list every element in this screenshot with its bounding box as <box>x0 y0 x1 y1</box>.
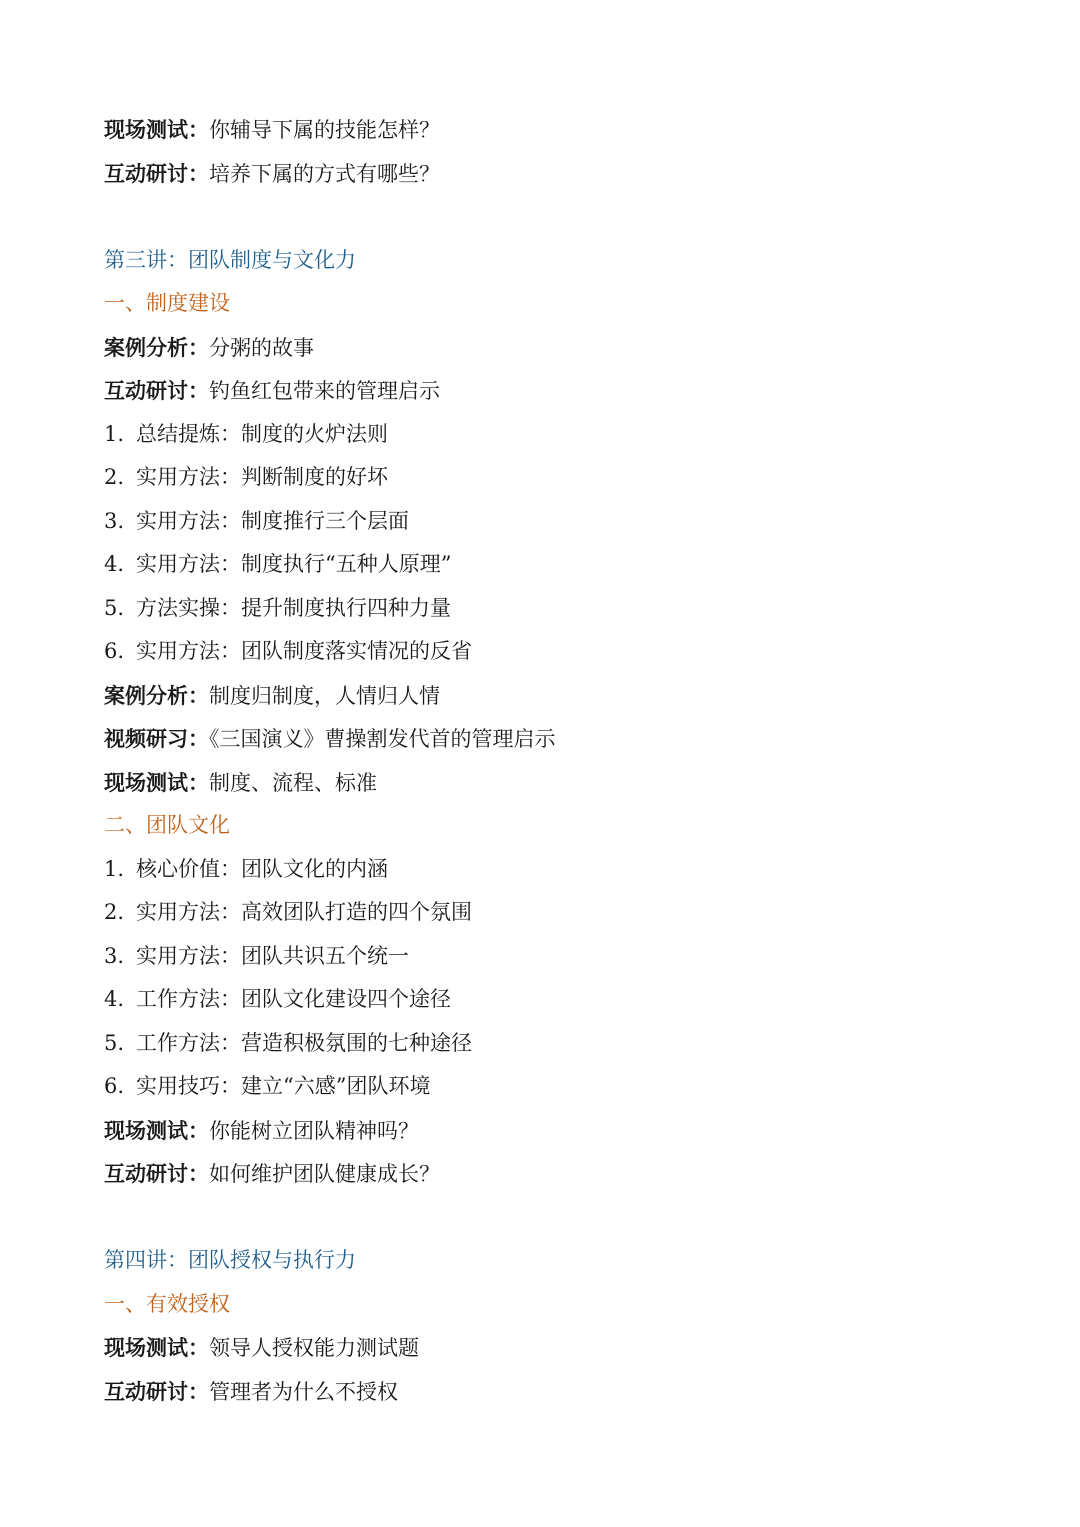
item-text: 实用方法：团队共识五个统一 <box>136 943 409 968</box>
item-label: 案例分析： <box>104 682 209 708</box>
item-label: 互动研讨： <box>104 1161 209 1186</box>
labeled-item <box>104 369 1004 413</box>
item-number: 4. <box>104 552 125 576</box>
item-number: 2. <box>104 465 125 489</box>
item-label: 互动研讨： <box>104 160 209 186</box>
item-number: 3. <box>104 508 125 533</box>
item-label: 现场测试： <box>104 1117 209 1143</box>
item-number: 6. <box>104 639 125 663</box>
item-text: 你能树立团队精神吗？ <box>209 1118 419 1143</box>
item-text: 实用方法：制度推行三个层面 <box>136 508 409 533</box>
item-text: 分粥的故事 <box>209 335 314 360</box>
numbered-item <box>104 456 1004 500</box>
item-text: 制度、流程、标准 <box>209 770 377 795</box>
document-page <box>104 108 1004 1413</box>
numbered-item <box>104 1022 1004 1066</box>
item-text: 实用方法：团队制度落实情况的反省 <box>136 639 472 663</box>
item-text: 实用方法：制度执行“五种人原理” <box>136 552 452 576</box>
numbered-item <box>104 848 1004 892</box>
item-text: 领导人授权能力测试题 <box>209 1336 419 1360</box>
labeled-item <box>104 1370 1004 1414</box>
paragraph-spacer <box>104 195 1004 239</box>
item-text: 你辅导下属的技能怎样？ <box>209 118 440 142</box>
item-text: 方法实操：提升制度执行四种力量 <box>136 595 451 620</box>
numbered-item <box>104 891 1004 935</box>
item-number: 4. <box>104 987 125 1011</box>
numbered-item <box>104 500 1004 544</box>
section-heading: 二、团队文化 <box>104 813 230 837</box>
item-text: 制度归制度，人情归人情 <box>209 683 440 708</box>
numbered-item <box>104 1065 1004 1109</box>
numbered-item <box>104 935 1004 979</box>
item-text: 管理者为什么不授权 <box>209 1379 398 1404</box>
item-label: 互动研讨： <box>104 378 209 403</box>
item-number: 6. <box>104 1074 125 1098</box>
item-text: 核心价值：团队文化的内涵 <box>136 856 388 881</box>
item-number: 1. <box>104 856 125 881</box>
item-text: 钓鱼红包带来的管理启示 <box>209 379 440 403</box>
item-text: 工作方法：营造积极氛围的七种途径 <box>136 1030 472 1055</box>
item-label: 互动研讨： <box>104 1378 209 1404</box>
labeled-item <box>104 108 1004 152</box>
numbered-item <box>104 587 1004 631</box>
item-number: 3. <box>104 943 125 968</box>
item-number: 2. <box>104 900 125 924</box>
lecture-heading: 第四讲：团队授权与执行力 <box>104 1248 356 1272</box>
numbered-item <box>104 978 1004 1022</box>
lecture-heading: 第三讲：团队制度与文化力 <box>104 247 356 272</box>
section-heading: 一、制度建设 <box>104 291 230 315</box>
item-number: 1. <box>104 421 125 446</box>
labeled-item <box>104 1152 1004 1196</box>
numbered-item <box>104 543 1004 587</box>
item-text: 实用方法：高效团队打造的四个氛围 <box>136 900 472 924</box>
labeled-item <box>104 674 1004 718</box>
item-text: 如何维护团队健康成长？ <box>209 1162 440 1186</box>
item-label: 现场测试： <box>104 117 209 142</box>
labeled-item <box>104 1109 1004 1153</box>
item-text: 《三国演义》曹操割发代首的管理启示 <box>209 727 556 751</box>
item-label: 案例分析： <box>104 334 209 360</box>
item-text: 工作方法：团队文化建设四个途径 <box>136 987 451 1011</box>
item-number: 5. <box>104 595 125 620</box>
numbered-item <box>104 413 1004 457</box>
labeled-item <box>104 717 1004 761</box>
labeled-item <box>104 326 1004 370</box>
labeled-item <box>104 761 1004 805</box>
item-number: 5. <box>104 1030 125 1055</box>
labeled-item <box>104 1326 1004 1370</box>
paragraph-spacer <box>104 1196 1004 1240</box>
item-text: 实用技巧：建立“六感”团队环境 <box>136 1074 431 1098</box>
item-label: 视频研习： <box>104 726 209 751</box>
labeled-item <box>104 152 1004 196</box>
item-text: 培养下属的方式有哪些？ <box>209 161 440 186</box>
item-label: 现场测试： <box>104 1335 209 1360</box>
item-text: 总结提炼：制度的火炉法则 <box>136 421 388 446</box>
item-text: 实用方法：判断制度的好坏 <box>136 465 388 489</box>
numbered-item <box>104 630 1004 674</box>
section-heading: 一、有效授权 <box>104 1291 230 1316</box>
item-label: 现场测试： <box>104 769 209 795</box>
